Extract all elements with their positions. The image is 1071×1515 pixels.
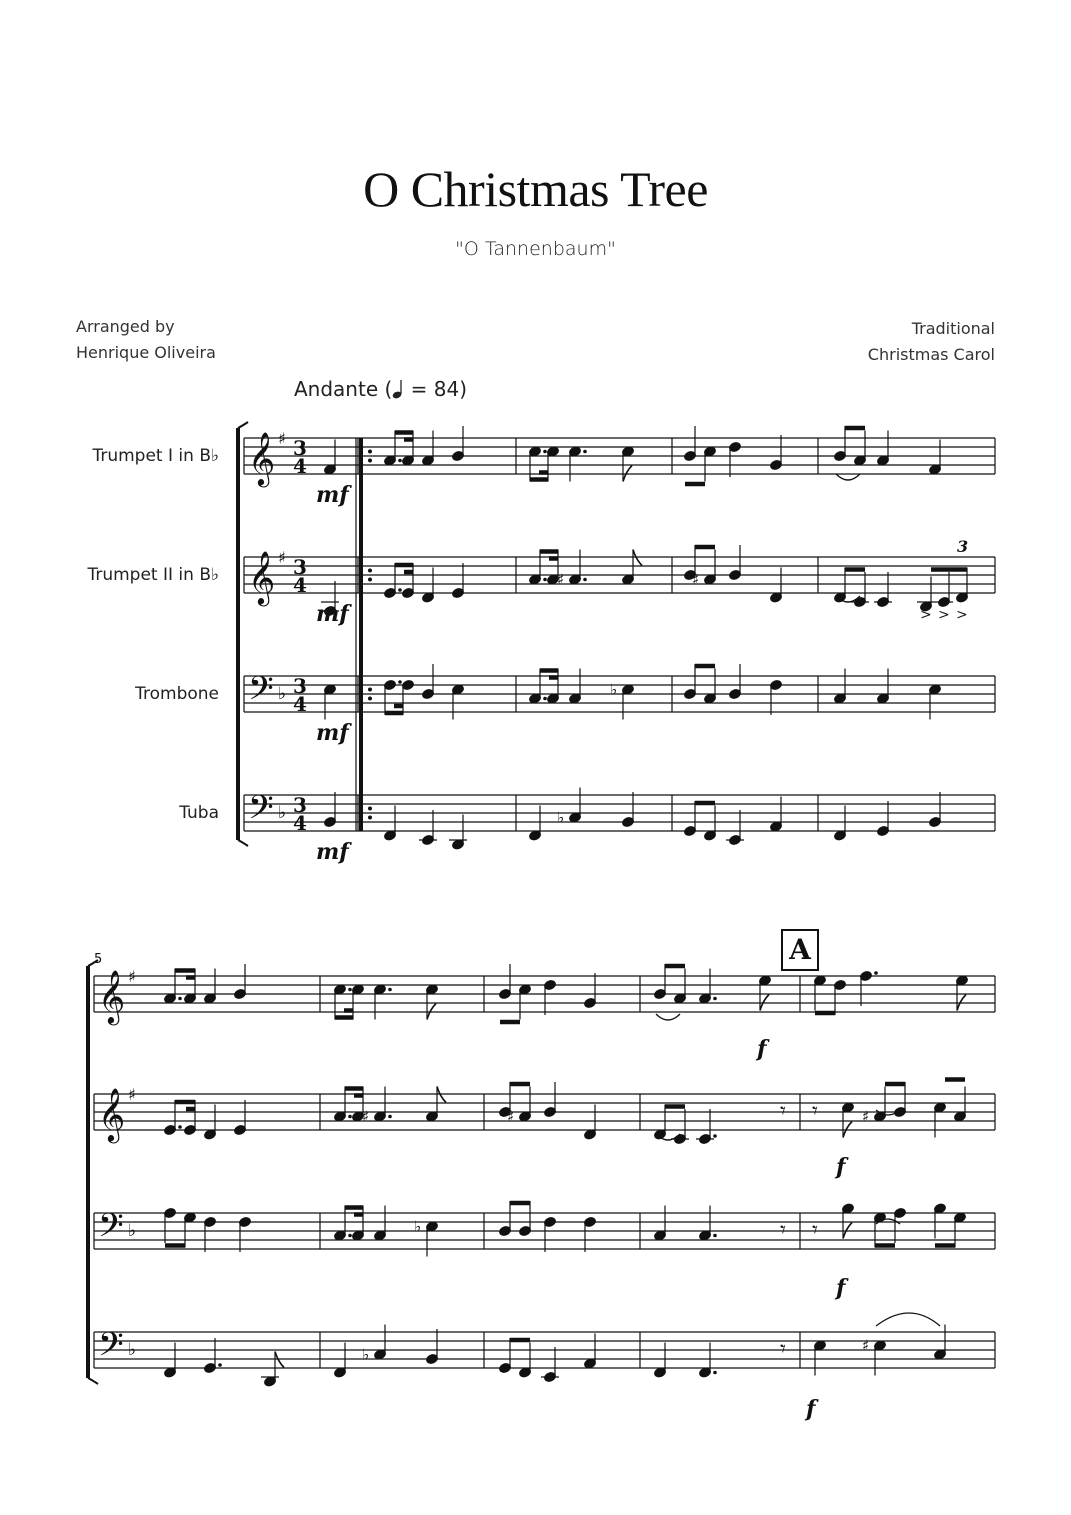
accidental: ♭ [414, 1217, 422, 1236]
arranger-line-2: Henrique Oliveira [76, 343, 216, 362]
treble-clef: 𝄞 [248, 431, 276, 485]
augmentation-dot [348, 988, 352, 992]
key-signature-sharp: ♯ [128, 1085, 136, 1104]
repeat-dot [368, 688, 372, 692]
eighth-rest: 𝄾 [812, 1218, 818, 1243]
accidental: ♭ [362, 1345, 370, 1364]
repeat-dot [368, 569, 372, 573]
instrument-label-trumpet-1: Trumpet I in B♭ [92, 446, 219, 466]
measure-number: 5 [94, 952, 103, 967]
augmentation-dot [398, 680, 402, 684]
augmentation-dot [543, 450, 547, 454]
time-signature-denominator: 4 [293, 454, 307, 478]
arranger-line-1: Arranged by [76, 317, 175, 336]
instrument-label-trombone: Trombone [135, 684, 219, 704]
augmentation-dot [713, 997, 717, 1001]
piece-subtitle: "O Tannenbaum" [455, 238, 616, 260]
eighth-rest: 𝄾 [780, 1099, 786, 1124]
augmentation-dot [388, 1115, 392, 1119]
dynamic-marking: mf [316, 601, 349, 627]
treble-clef: 𝄞 [98, 969, 126, 1023]
time-signature-numerator: 3 [293, 436, 307, 460]
eighth-rest: 𝄾 [812, 1099, 818, 1124]
repeat-dot [368, 807, 372, 811]
bass-clef: 𝄢 [98, 1207, 124, 1253]
time-signature-denominator: 4 [293, 692, 307, 716]
repeat-dot [368, 459, 372, 463]
dynamic-marking: f [836, 1275, 846, 1301]
key-signature-flat: ♭ [128, 1221, 137, 1241]
slur [836, 474, 860, 480]
key-signature-flat: ♭ [278, 803, 287, 823]
accent-mark: > [938, 607, 950, 623]
accidental: ♯ [557, 570, 565, 589]
eighth-rest: 𝄾 [780, 1337, 786, 1362]
key-signature-sharp: ♯ [278, 548, 286, 567]
augmentation-dot [398, 459, 402, 463]
key-signature-sharp: ♯ [128, 967, 136, 986]
dynamic-marking: mf [316, 839, 349, 865]
key-signature-flat: ♭ [128, 1340, 137, 1360]
time-signature-numerator: 3 [293, 555, 307, 579]
time-signature-numerator: 3 [293, 674, 307, 698]
dynamic-marking: mf [316, 482, 349, 508]
slur [876, 1313, 940, 1326]
repeat-dot [368, 450, 372, 454]
augmentation-dot [178, 997, 182, 1001]
rehearsal-mark: A [781, 929, 819, 971]
key-signature-flat: ♭ [278, 684, 287, 704]
composer-line-2: Christmas Carol [867, 345, 995, 364]
augmentation-dot [543, 578, 547, 582]
treble-clef: 𝄞 [98, 1087, 126, 1141]
augmentation-dot [874, 971, 878, 975]
bass-clef: 𝄢 [98, 1326, 124, 1372]
accidental: ♭ [610, 680, 618, 699]
key-signature-sharp: ♯ [278, 429, 286, 448]
dynamic-marking: f [757, 1036, 767, 1062]
augmentation-dot [398, 588, 402, 592]
augmentation-dot [713, 1134, 717, 1138]
accidental: ♯ [862, 1107, 870, 1126]
augmentation-dot [388, 988, 392, 992]
slur [656, 1014, 680, 1020]
time-signature-denominator: 4 [293, 811, 307, 835]
accidental: ♯ [692, 570, 700, 589]
dynamic-marking: mf [316, 720, 349, 746]
dynamic-marking: f [806, 1396, 816, 1422]
repeat-dot [368, 697, 372, 701]
accent-mark: > [956, 607, 968, 623]
accent-mark: > [920, 607, 932, 623]
tempo-value: = 84) [404, 377, 468, 401]
augmentation-dot [583, 578, 587, 582]
repeat-dot [368, 816, 372, 820]
repeat-dot [368, 578, 372, 582]
instrument-label-tuba: Tuba [179, 803, 219, 823]
augmentation-dot [713, 1234, 717, 1238]
augmentation-dot [218, 1363, 222, 1367]
bass-clef: 𝄢 [248, 670, 274, 716]
augmentation-dot [348, 1234, 352, 1238]
augmentation-dot [348, 1115, 352, 1119]
augmentation-dot [583, 450, 587, 454]
accidental: ♯ [507, 1107, 515, 1126]
accidental: ♭ [557, 808, 565, 827]
time-signature-numerator: 3 [293, 793, 307, 817]
composer-line-1: Traditional [911, 319, 995, 338]
tempo-text: Andante ( [294, 377, 393, 401]
eighth-rest: 𝄾 [780, 1218, 786, 1243]
piece-title: O Christmas Tree [363, 161, 708, 217]
augmentation-dot [543, 697, 547, 701]
bass-clef: 𝄢 [248, 789, 274, 835]
augmentation-dot [178, 1125, 182, 1129]
tuplet-number: 3 [957, 537, 969, 556]
dynamic-marking: f [836, 1154, 846, 1180]
treble-clef: 𝄞 [248, 550, 276, 604]
accidental: ♯ [362, 1107, 370, 1126]
time-signature-denominator: 4 [293, 573, 307, 597]
accidental: ♯ [862, 1336, 870, 1355]
augmentation-dot [713, 1371, 717, 1375]
instrument-label-trumpet-2: Trumpet II in B♭ [87, 565, 219, 585]
